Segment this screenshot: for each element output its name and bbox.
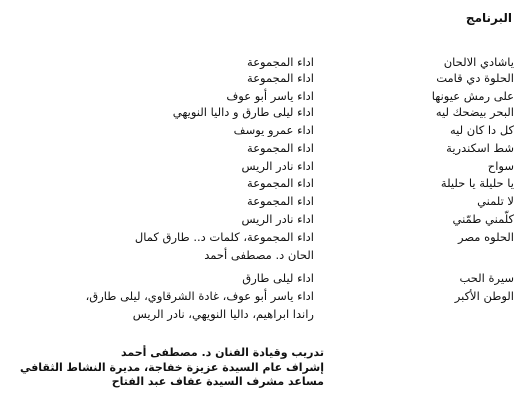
program-row [0,122,528,140]
song-performer: اداء ياسر أبو عوف، غادة الشرقاوي، ليلى طارق، [85,289,314,303]
song-title: الوطن الأكبر [454,289,514,303]
song-title: لا تلمني [477,194,514,208]
program-row [0,211,528,229]
song-title: الحلوه مصر [457,230,514,244]
credit-line: مساعد مشرف السيدة عفاف عبد الفتاح [111,375,324,388]
program-row [0,104,528,122]
song-performer-line2: الحان د. مصطفى أحمد [204,248,314,262]
song-performer: اداء المجموعة [247,141,314,155]
credits-block [20,346,324,390]
song-performer: اداء ليلى طارق [242,271,314,285]
song-title: على رمش عيونها [431,89,514,103]
song-title: البحر بيضحك ليه [435,105,514,119]
program-row [0,229,528,247]
program-row [0,70,528,88]
song-title: سواح [487,159,514,173]
song-title: كل دا كان ليه [449,123,514,137]
song-title: ياشادي الالحان [443,55,514,69]
song-performer: اداء نادر الريس [241,159,314,173]
program-row [0,193,528,211]
song-performer: اداء ليلى طارق و داليا النويهي [172,105,314,119]
program-title: البرنامج [465,11,512,25]
song-performer: اداء عمرو يوسف [233,123,314,137]
credit-line: تدريب وقيادة الفنان د. مصطفى أحمد [120,346,324,359]
program-row-continuation [0,306,528,324]
program-row [0,175,528,193]
credit-line: إشراف عام السيدة عزيزة خفاجة، مديرة النشاط الثقافي [19,360,324,374]
song-performer: اداء ياسر أبو عوف [226,89,314,103]
song-title: يا حليلة يا حليلة [440,176,514,190]
song-performer: اداء المجموعة [247,176,314,190]
song-title: الحلوة دي قامت [436,71,514,85]
program-row [0,140,528,158]
song-performer: اداء المجموعة [247,71,314,85]
song-title: كلّمني طمّني [452,212,514,226]
song-performer: اداء المجموعة [247,55,314,69]
program-row [0,288,528,306]
program-row [0,158,528,176]
program-row [0,270,528,288]
song-title: شط اسكندرية [446,141,514,155]
song-title: سيرة الحب [459,271,514,285]
program-row-continuation [0,247,528,265]
song-performer: اداء نادر الريس [241,212,314,226]
song-performer: اداء المجموعة [247,194,314,208]
song-performer-line2: راندا ابراهيم، داليا النويهي، نادر الريس [132,307,314,321]
song-performer: اداء المجموعة، كلمات د.. طارق كمال [134,230,314,244]
